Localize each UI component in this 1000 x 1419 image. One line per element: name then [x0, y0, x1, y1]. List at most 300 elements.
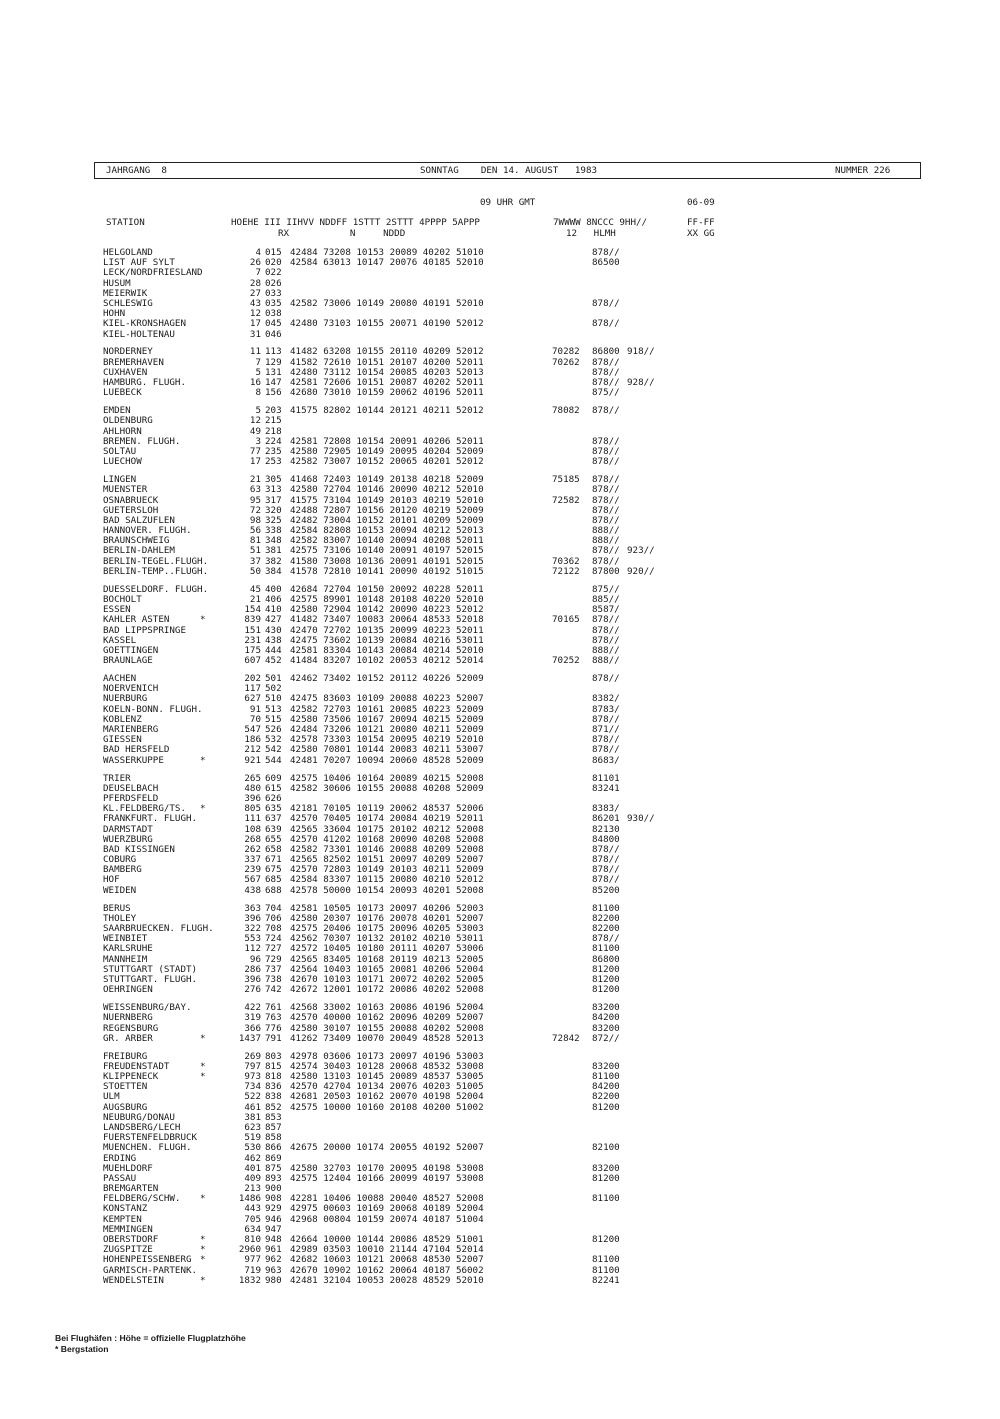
- footnote-airports: Bei Flughäfen : Höhe = offizielle Flugplatzhöhe: [55, 1333, 246, 1343]
- elevation: 4: [255, 247, 261, 258]
- station-index: 675: [265, 864, 282, 876]
- station-name: WUERZBURG: [103, 833, 153, 845]
- station-name: MARIENBERG: [103, 724, 159, 736]
- synop-groups: 42582 72703 10161 20085 40223 52009: [290, 703, 484, 715]
- cloud-group: 81200: [592, 984, 620, 996]
- station-index: 724: [265, 933, 282, 945]
- table-row: [103, 674, 863, 684]
- cloud-group: 84800: [592, 833, 620, 845]
- elevation: 461: [244, 1101, 261, 1113]
- station-index: 729: [265, 953, 282, 965]
- station-name: OBERSTDORF: [103, 1234, 159, 1246]
- station-name: OLDENBURG: [103, 415, 153, 427]
- issue-number: NUMMER 226: [835, 165, 891, 176]
- table-row: [103, 416, 863, 426]
- mountain-mark: *: [200, 1274, 206, 1286]
- station-index: 727: [265, 943, 282, 955]
- synop-groups: 42484 73206 10121 20080 40211 52009: [290, 724, 484, 736]
- synop-groups: 42580 32703 10170 20095 40198 53008: [290, 1162, 484, 1174]
- synop-groups: 42462 73402 10152 20112 40226 52009: [290, 673, 484, 685]
- station-index: 020: [265, 257, 282, 269]
- station-index: 763: [265, 1012, 282, 1024]
- station-index: 348: [265, 535, 282, 547]
- mountain-mark: *: [200, 1060, 206, 1072]
- elevation: 112: [244, 943, 261, 955]
- synop-groups: 42580 70801 10144 20083 40211 53007: [290, 744, 484, 756]
- right-heading-2: 12 HLMH: [566, 228, 616, 239]
- header: [103, 166, 913, 217]
- station-index: 866: [265, 1142, 282, 1154]
- synop-groups: 42580 13103 10145 20089 48537 53005: [290, 1071, 484, 1083]
- synop-groups: 42580 72905 10149 20095 40204 52009: [290, 445, 484, 457]
- elevation: 5: [255, 366, 261, 378]
- station-index: 858: [265, 1132, 282, 1144]
- table-row: [103, 1113, 863, 1123]
- station-name: BAD HERSFELD: [103, 744, 170, 756]
- table-row: [103, 406, 863, 416]
- station-index: 857: [265, 1121, 282, 1133]
- synop-groups: 41482 73407 10083 20064 48533 52018: [290, 614, 484, 626]
- table-row: [103, 784, 863, 794]
- station-name: CUXHAVEN: [103, 366, 148, 378]
- elevation: 5: [255, 405, 261, 417]
- elevation: 269: [244, 1050, 261, 1062]
- cloud-group: 81200: [592, 1101, 620, 1113]
- station-name: LINGEN: [103, 474, 137, 486]
- station-index: 026: [265, 277, 282, 289]
- elevation: 396: [244, 973, 261, 985]
- cloud-group: 888//: [592, 535, 620, 547]
- station-name: BREMERHAVEN: [103, 356, 164, 368]
- station-index: 626: [265, 792, 282, 804]
- cloud-group: 81100: [592, 1193, 620, 1205]
- weather-group: 70252: [552, 655, 580, 667]
- elevation: 117: [244, 683, 261, 695]
- station-name: TRIER: [103, 772, 131, 784]
- station-name: MEMMINGEN: [103, 1223, 153, 1235]
- cloud-group: 82200: [592, 1091, 620, 1103]
- elevation: 522: [244, 1091, 261, 1103]
- table-row: [103, 457, 863, 467]
- elevation: 567: [244, 874, 261, 886]
- elevation: 409: [244, 1172, 261, 1184]
- elevation: 27: [249, 287, 261, 299]
- station-index: 400: [265, 583, 282, 595]
- table-row: [103, 814, 863, 824]
- station-name: STUTTGART (STADT): [103, 963, 198, 975]
- station-index: 218: [265, 425, 282, 437]
- elevation: 607: [244, 655, 261, 667]
- station-index: 836: [265, 1081, 282, 1093]
- elevation: 734: [244, 1081, 261, 1093]
- synop-groups: 42968 00804 10159 20074 40187 51004: [290, 1213, 484, 1225]
- station-name: REGENSBURG: [103, 1022, 159, 1034]
- elevation: 186: [244, 734, 261, 746]
- extra-group: 930//: [627, 813, 655, 825]
- elevation: 17: [249, 456, 261, 468]
- cloud-group: 875//: [592, 387, 620, 399]
- station-name: KL.FELDBERG/TS.: [103, 803, 186, 815]
- synop-groups: 42580 20307 10176 20078 40201 52007: [290, 912, 484, 924]
- elevation: 11: [249, 346, 261, 358]
- elevation: 381: [244, 1111, 261, 1123]
- station-index: 980: [265, 1274, 282, 1286]
- station-index: 452: [265, 655, 282, 667]
- station-index: 430: [265, 624, 282, 636]
- synop-groups: 42575 10000 10160 20108 40200 51002: [290, 1101, 484, 1113]
- header-right-rule: [920, 162, 921, 179]
- cloud-group: 888//: [592, 525, 620, 537]
- synop-groups: 42475 73602 10139 20084 40216 53011: [290, 634, 484, 646]
- synop-groups: 42565 83405 10168 20119 40213 52005: [290, 953, 484, 965]
- station-index: 761: [265, 1002, 282, 1014]
- elevation: 401: [244, 1162, 261, 1174]
- synop-groups: 42570 41202 10168 20090 40208 52008: [290, 833, 484, 845]
- table-row: [103, 1013, 863, 1023]
- synop-groups: 42488 72807 10156 20120 40219 52009: [290, 504, 484, 516]
- cloud-group: 81200: [592, 963, 620, 975]
- synop-groups: 42481 32104 10053 20028 48529 52010: [290, 1274, 484, 1286]
- station-name: OEHRINGEN: [103, 984, 153, 996]
- synop-groups: 42562 70307 10132 20102 40210 53011: [290, 933, 484, 945]
- cloud-group: 81200: [592, 1172, 620, 1184]
- station-index: 791: [265, 1032, 282, 1044]
- synop-groups: 42181 70105 10119 20062 48537 52006: [290, 803, 484, 815]
- station-name: FREUDENSTADT: [103, 1060, 170, 1072]
- elevation: 366: [244, 1022, 261, 1034]
- cloud-group: 871//: [592, 724, 620, 736]
- station-index: 704: [265, 902, 282, 914]
- station-name: LUECHOW: [103, 456, 142, 468]
- cloud-group: 878//: [592, 734, 620, 746]
- station-name: WENDELSTEIN: [103, 1274, 164, 1286]
- synop-groups: 42581 83304 10143 20084 40214 52010: [290, 644, 484, 656]
- header-left-rule: [94, 162, 95, 179]
- station-name: LANDSBERG/LECH: [103, 1121, 181, 1133]
- station-name: PFERDSFELD: [103, 792, 159, 804]
- cloud-group: 878//: [592, 864, 620, 876]
- cloud-group: 8683/: [592, 754, 620, 766]
- station-name: DARMSTADT: [103, 823, 153, 835]
- elevation: 12: [249, 308, 261, 320]
- mountain-mark: *: [200, 1254, 206, 1266]
- cloud-group: 84200: [592, 1012, 620, 1024]
- cloud-group: 83200: [592, 1060, 620, 1072]
- table-row: [103, 1034, 863, 1044]
- cloud-group: 85200: [592, 884, 620, 896]
- station-name: FELDBERG/SCHW.: [103, 1193, 181, 1205]
- elevation: 21: [249, 594, 261, 605]
- cloud-group: 87800: [592, 565, 620, 577]
- synop-groups: 42575 20406 10175 20096 40205 53003: [290, 923, 484, 935]
- cloud-group: 8383/: [592, 803, 620, 815]
- synop-groups: 42575 89901 10148 20108 40220 52010: [290, 594, 484, 605]
- cloud-group: 888//: [592, 644, 620, 656]
- elevation: 973: [244, 1071, 261, 1083]
- station-name: MUENSTER: [103, 484, 148, 496]
- station-index: 706: [265, 912, 282, 924]
- synop-groups: 42570 42704 10134 20076 40203 51005: [290, 1081, 484, 1093]
- cloud-group: 81200: [592, 973, 620, 985]
- elevation: 3: [255, 435, 261, 447]
- station-name: KAHLER ASTEN: [103, 614, 170, 626]
- cloud-group: 885//: [592, 594, 620, 605]
- station-index: 818: [265, 1071, 282, 1083]
- synop-groups: 42584 63013 10147 20076 40185 52010: [290, 257, 484, 269]
- station-table: [103, 248, 863, 1286]
- synop-groups: 42570 70405 10174 20084 40219 52011: [290, 813, 484, 825]
- elevation: 151: [244, 624, 261, 636]
- cloud-group: 878//: [592, 297, 620, 309]
- cloud-group: 82241: [592, 1274, 620, 1286]
- table-row: [103, 268, 863, 278]
- station-index: 015: [265, 247, 282, 258]
- cloud-group: 878//: [592, 494, 620, 506]
- synop-groups: 42580 72704 10146 20090 40212 52010: [290, 484, 484, 496]
- elevation: 28: [249, 277, 261, 289]
- table-row: [103, 886, 863, 896]
- station-index: 129: [265, 356, 282, 368]
- table-row: [103, 388, 863, 398]
- mountain-mark: *: [200, 754, 206, 766]
- weather-group: 70262: [552, 356, 580, 368]
- station-name: FUERSTENFELDBRUCK: [103, 1132, 198, 1144]
- synop-groups: 42978 03606 10173 20097 40196 53003: [290, 1050, 484, 1062]
- station-index: 382: [265, 555, 282, 567]
- mountain-mark: *: [200, 614, 206, 626]
- table-row: [103, 656, 863, 666]
- cloud-group: 878//: [592, 514, 620, 526]
- synop-groups: 42584 83307 10115 20080 40210 52012: [290, 874, 484, 886]
- synop-groups: 42475 83603 10109 20088 40223 52007: [290, 693, 484, 705]
- station-index: 637: [265, 813, 282, 825]
- elevation: 56: [249, 525, 261, 537]
- elevation: 1437: [238, 1032, 261, 1044]
- cloud-group: 878//: [592, 405, 620, 417]
- elevation: 265: [244, 772, 261, 784]
- synop-groups: 42574 30403 10128 20068 48532 53008: [290, 1060, 484, 1072]
- cloud-group: 878//: [592, 445, 620, 457]
- station-index: 384: [265, 565, 282, 577]
- station-name: MANNHEIM: [103, 953, 148, 965]
- station-index: 838: [265, 1091, 282, 1103]
- cloud-group: 878//: [592, 545, 620, 557]
- station-index: 869: [265, 1152, 282, 1164]
- extra-group: 928//: [627, 377, 655, 389]
- synop-groups: 42484 73208 10153 20089 40202 51010: [290, 247, 484, 258]
- synop-groups: 42684 72704 10150 20092 40228 52011: [290, 583, 484, 595]
- elevation: 797: [244, 1060, 261, 1072]
- station-name: HOF: [103, 874, 120, 886]
- elevation: 462: [244, 1152, 261, 1164]
- station-name: HELGOLAND: [103, 247, 153, 258]
- right-heading-1: 7WWWW 8NCCC 9HH//: [553, 217, 648, 228]
- station-name: GR. ARBER: [103, 1032, 153, 1044]
- weather-group: 70282: [552, 346, 580, 358]
- station-heading: STATION: [106, 217, 145, 228]
- synop-groups: 42672 12001 10172 20086 40202 52008: [290, 984, 484, 996]
- station-index: 502: [265, 683, 282, 695]
- elevation: 21: [249, 474, 261, 486]
- elevation: 627: [244, 693, 261, 705]
- elevation: 319: [244, 1012, 261, 1024]
- station-index: 542: [265, 744, 282, 756]
- cloud-group: 878//: [592, 933, 620, 945]
- station-name: STOETTEN: [103, 1081, 148, 1093]
- synop-groups: 42568 33002 10163 20086 40196 52004: [290, 1002, 484, 1014]
- cloud-group: 878//: [592, 624, 620, 636]
- station-name: LIST AUF SYLT: [103, 257, 175, 269]
- cloud-group: 878//: [592, 456, 620, 468]
- station-name: BREMEN. FLUGH.: [103, 435, 181, 447]
- synop-groups: 42565 82502 10151 20097 40209 52007: [290, 854, 484, 866]
- weather-group: 75185: [552, 474, 580, 486]
- cloud-group: 86500: [592, 257, 620, 269]
- station-index: 215: [265, 415, 282, 427]
- table-row: [103, 330, 863, 340]
- station-name: LUEBECK: [103, 387, 142, 399]
- cloud-group: 878//: [592, 843, 620, 855]
- elevation: 8: [255, 387, 261, 399]
- station-name: AHLHORN: [103, 425, 142, 437]
- station-index: 313: [265, 484, 282, 496]
- cloud-group: 878//: [592, 634, 620, 646]
- station-name: SCHLESWIG: [103, 297, 153, 309]
- station-index: 609: [265, 772, 282, 784]
- mountain-mark: *: [200, 1234, 206, 1246]
- cloud-group: 82100: [592, 1142, 620, 1154]
- elevation: 719: [244, 1264, 261, 1276]
- synop-groups: 42482 73004 10152 20101 40209 52009: [290, 514, 484, 526]
- elevation: 96: [249, 953, 261, 965]
- station-name: KOBLENZ: [103, 713, 142, 725]
- table-row: [103, 985, 863, 995]
- table-row: [103, 1215, 863, 1225]
- station-name: GARMISCH-PARTENK.: [103, 1264, 198, 1276]
- synop-groups: 42581 72808 10154 20091 40206 52011: [290, 435, 484, 447]
- code-heading-2: RX N NDDD: [278, 228, 406, 239]
- weather-group: 72842: [552, 1032, 580, 1044]
- station-index: 737: [265, 963, 282, 975]
- station-index: 708: [265, 923, 282, 935]
- synop-groups: 42565 33604 10175 20102 40212 52008: [290, 823, 484, 835]
- synop-groups: 41575 82802 10144 20121 40211 52012: [290, 405, 484, 417]
- elevation: 276: [244, 984, 261, 996]
- station-name: MUENCHEN. FLUGH.: [103, 1142, 192, 1154]
- synop-groups: 41578 72810 10141 20090 40192 51015: [290, 565, 484, 577]
- synop-groups: 42582 73006 10149 20080 40191 52010: [290, 297, 484, 309]
- station-name: NUERNBERG: [103, 1012, 153, 1024]
- station-name: NORDERNEY: [103, 346, 153, 358]
- elevation: 438: [244, 884, 261, 896]
- cloud-group: 878//: [592, 366, 620, 378]
- cloud-group: 875//: [592, 583, 620, 595]
- elevation: 31: [249, 328, 261, 340]
- station-index: 688: [265, 884, 282, 896]
- station-name: GUETERSLOH: [103, 504, 159, 516]
- elevation: 553: [244, 933, 261, 945]
- station-name: ERDING: [103, 1152, 137, 1164]
- synop-groups: 42578 73303 10154 20095 40219 52010: [290, 734, 484, 746]
- weather-group: 70362: [552, 555, 580, 567]
- table-row: [103, 319, 863, 329]
- cloud-group: 878//: [592, 377, 620, 389]
- synop-groups: 42989 03503 10010 21144 47104 52014: [290, 1244, 484, 1256]
- elevation: 63: [249, 484, 261, 496]
- elevation: 1832: [238, 1274, 261, 1286]
- station-name: BAD SALZUFLEN: [103, 514, 175, 526]
- station-name: ZUGSPITZE: [103, 1244, 153, 1256]
- station-index: 815: [265, 1060, 282, 1072]
- elevation: 111: [244, 813, 261, 825]
- code-heading-1: HOEHE III IIHVV NDDFF 1STTT 2STTT 4PPPP 5APPP: [231, 217, 480, 228]
- synop-groups: 42481 70207 10094 20060 48528 52009: [290, 754, 484, 766]
- station-index: 515: [265, 713, 282, 725]
- synop-groups: 41484 83207 10102 20053 40212 52014: [290, 655, 484, 667]
- synop-groups: 42664 10000 10144 20086 48529 51001: [290, 1234, 484, 1246]
- synop-groups: 42580 30107 10155 20088 40202 52008: [290, 1022, 484, 1034]
- station-name: NOERVENICH: [103, 683, 159, 695]
- cloud-group: 8382/: [592, 693, 620, 705]
- station-name: AACHEN: [103, 673, 137, 685]
- cloud-group: 82200: [592, 923, 620, 935]
- station-name: KLIPPENECK: [103, 1071, 159, 1083]
- station-name: STUTTGART. FLUGH.: [103, 973, 198, 985]
- station-index: 381: [265, 545, 282, 557]
- station-name: COBURG: [103, 854, 137, 866]
- station-name: BERLIN-TEGEL.FLUGH.: [103, 555, 209, 567]
- elevation: 805: [244, 803, 261, 815]
- station-name: HAMBURG. FLUGH.: [103, 377, 186, 389]
- station-index: 444: [265, 644, 282, 656]
- elevation: 322: [244, 923, 261, 935]
- cloud-group: 878//: [592, 673, 620, 685]
- table-row: [103, 1276, 863, 1286]
- cloud-group: 84200: [592, 1081, 620, 1093]
- station-index: 526: [265, 724, 282, 736]
- cloud-group: 878//: [592, 247, 620, 258]
- mountain-mark: *: [200, 1032, 206, 1044]
- mountain-mark: *: [200, 1071, 206, 1083]
- cloud-group: 83241: [592, 782, 620, 794]
- station-index: 639: [265, 823, 282, 835]
- synop-groups: 42570 72803 10149 20103 40211 52009: [290, 864, 484, 876]
- station-name: KIEL-HOLTENAU: [103, 328, 175, 340]
- extra-group: 920//: [627, 565, 655, 577]
- date: SONNTAG DEN 14. AUGUST 1983: [420, 165, 598, 176]
- synop-groups: 42681 20503 10162 20070 40198 52004: [290, 1091, 484, 1103]
- elevation: 98: [249, 514, 261, 526]
- station-name: BRAUNSCHWEIG: [103, 535, 170, 547]
- elevation: 268: [244, 833, 261, 845]
- synop-groups: 42570 40000 10162 20096 40209 52007: [290, 1012, 484, 1024]
- cloud-group: 888//: [592, 655, 620, 667]
- synop-groups: 42582 73007 10152 20065 40201 52012: [290, 456, 484, 468]
- elevation: 108: [244, 823, 261, 835]
- station-index: 947: [265, 1223, 282, 1235]
- elevation: 154: [244, 604, 261, 616]
- station-index: 655: [265, 833, 282, 845]
- elevation: 212: [244, 744, 261, 756]
- station-name: KOELN-BONN. FLUGH.: [103, 703, 203, 715]
- cloud-group: 83200: [592, 1162, 620, 1174]
- station-index: 875: [265, 1162, 282, 1174]
- elevation: 634: [244, 1223, 261, 1235]
- synop-groups: 42582 83007 10140 20094 40208 52011: [290, 535, 484, 547]
- synop-groups: 42582 73301 10146 20088 40209 52008: [290, 843, 484, 855]
- elevation: 480: [244, 782, 261, 794]
- elevation: 530: [244, 1142, 261, 1154]
